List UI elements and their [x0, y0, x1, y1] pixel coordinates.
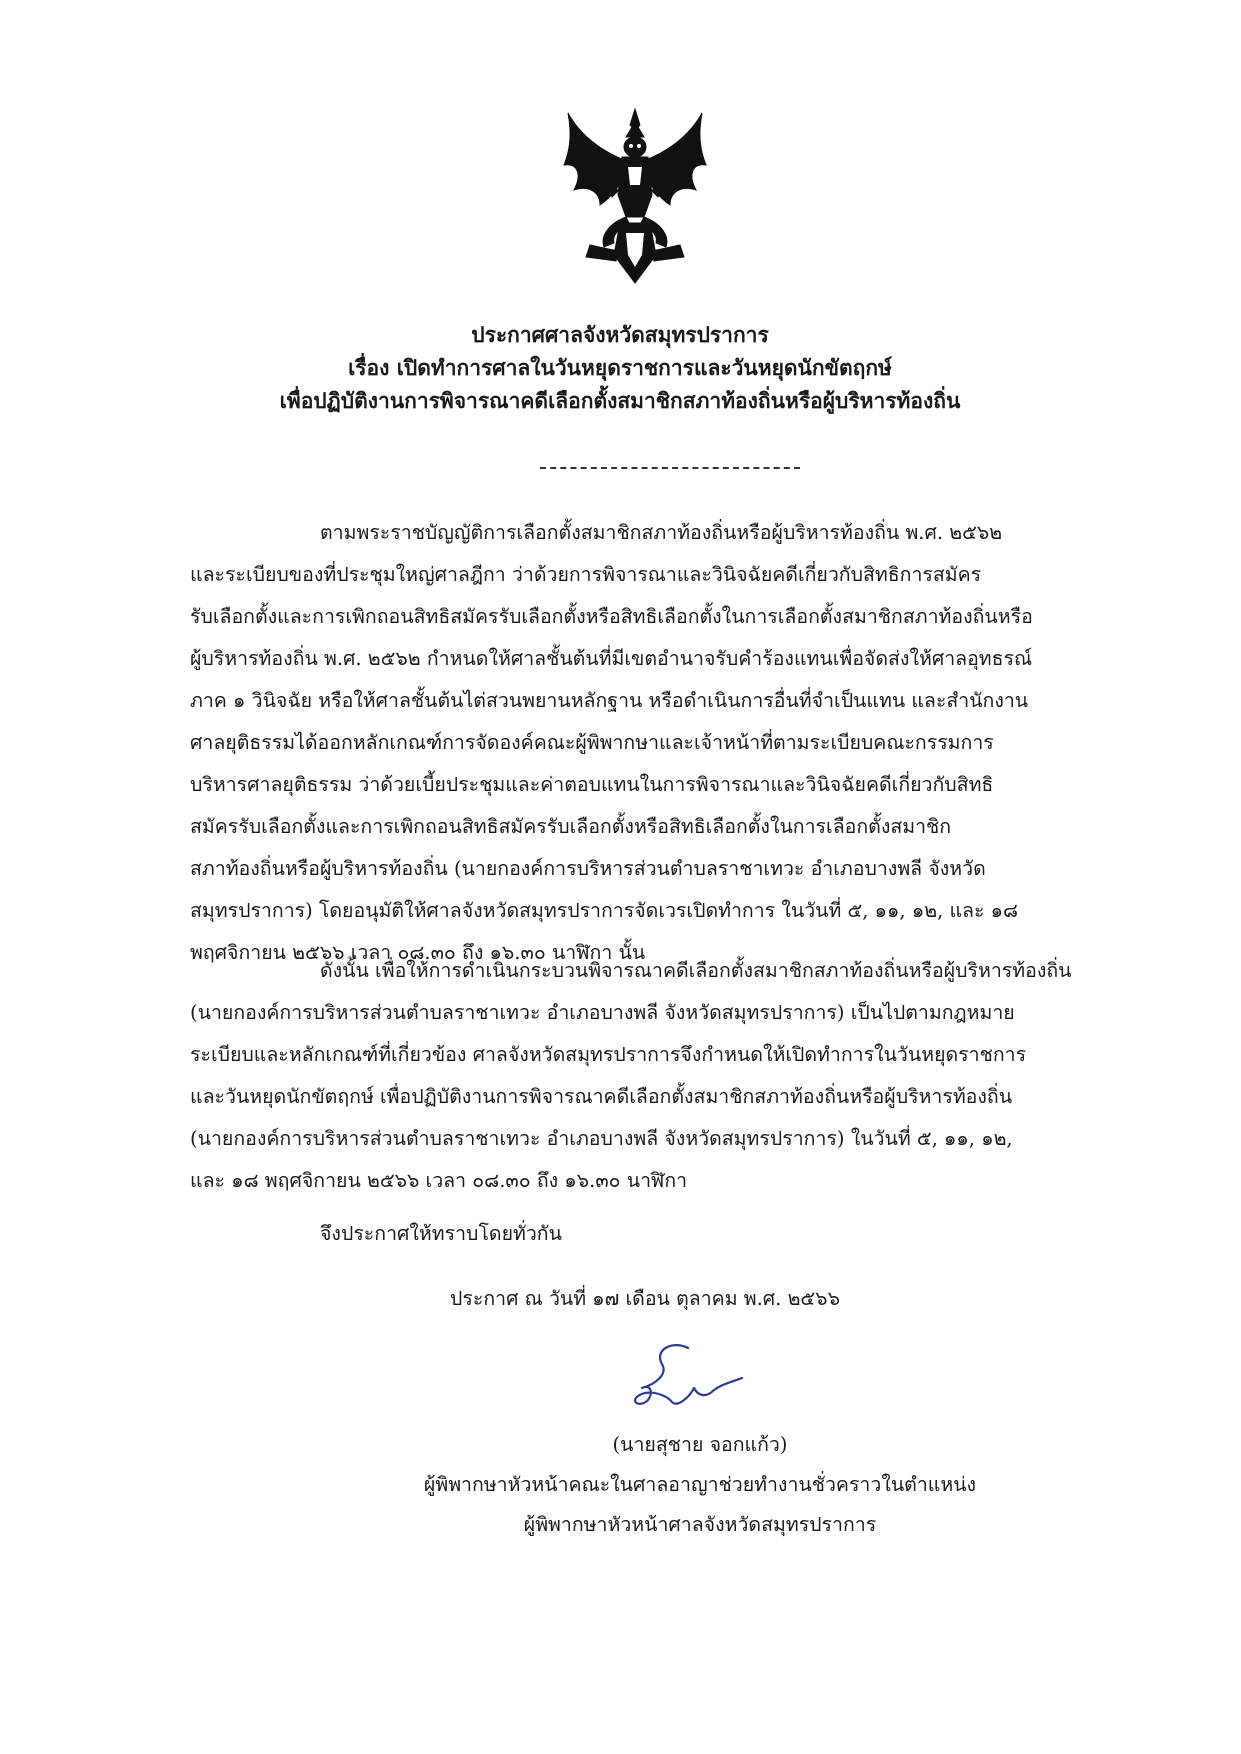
paragraph-2-line: (นายกองค์การบริหารส่วนตำบลราชาเทวะ อำเภอบางพลี จังหวัดสมุทรปราการ) เป็นไปตามกฎหมาย: [190, 1001, 1015, 1024]
signature-icon: [610, 1338, 750, 1413]
paragraph-1-line: ผู้บริหารท้องถิ่น พ.ศ. ๒๕๖๒ กำหนดให้ศาลชั้นต้นที่มีเขตอำนาจรับคำร้องแทนเพื่อจัดส่งให้ศาลอุทธรณ์: [190, 647, 1033, 670]
paragraph-2: [190, 950, 1135, 1202]
closing-statement: จึงประกาศให้ทราบโดยทั่วกัน: [320, 1222, 562, 1245]
announcement-title: [150, 318, 1090, 417]
paragraph-2-line: ระเบียบและหลักเกณฑ์ที่เกี่ยวข้อง ศาลจังหวัดสมุทรปราการจึงกำหนดให้เปิดทำการในวันหยุดราชการ: [190, 1043, 1027, 1066]
paragraph-1-line: และระเบียบของที่ประชุมใหญ่ศาลฎีกา ว่าด้วยการพิจารณาและวินิจฉัยคดีเกี่ยวกับสิทธิการสมัคร: [190, 563, 982, 586]
title-divider: [540, 467, 800, 469]
paragraph-2-line: และวันหยุดนักขัตฤกษ์ เพื่อปฏิบัติงานการพิจารณาคดีเลือกตั้งสมาชิกสภาท้องถิ่นหรือผู้บริหารท้องถิ่น: [190, 1085, 1013, 1108]
paragraph-1: [190, 512, 1135, 974]
paragraph-1-line: รับเลือกตั้งและการเพิกถอนสิทธิสมัครรับเลือกตั้งหรือสิทธิเลือกตั้งในการเลือกตั้งสมาชิกสภาท้องถิ่นหรือ: [190, 605, 1033, 628]
paragraph-2-line: และ ๑๘ พฤศจิกายน ๒๕๖๖ เวลา ๐๘.๓๐ ถึง ๑๖.๓๐ นาฬิกา: [190, 1169, 688, 1192]
paragraph-1-line: ภาค ๑ วินิจฉัย หรือให้ศาลชั้นต้นไต่สวนพยานหลักฐาน หรือดำเนินการอื่นที่จำเป็นแทน และสำนักงาน: [190, 689, 1029, 712]
title-line-3: เพื่อปฏิบัติงานการพิจารณาคดีเลือกตั้งสมาชิกสภาท้องถิ่นหรือผู้บริหารท้องถิ่น: [279, 388, 961, 413]
paragraph-2-line: (นายกองค์การบริหารส่วนตำบลราชาเทวะ อำเภอบางพลี จังหวัดสมุทรปราการ) ในวันที่ ๕, ๑๑, ๑๒,: [190, 1127, 1013, 1150]
signer-position-line-1: ผู้พิพากษาหัวหน้าคณะในศาลอาญาช่วยทำงานชั่วคราวในตำแหน่ง: [423, 1473, 977, 1496]
paragraph-1-line: ศาลยุติธรรมได้ออกหลักเกณฑ์การจัดองค์คณะผู้พิพากษาและเจ้าหน้าที่ตามระเบียบคณะกรรมการ: [190, 731, 994, 754]
paragraph-1-line: พฤศจิกายน ๒๕๖๖ เวลา ๐๘.๓๐ ถึง ๑๖.๓๐ นาฬิกา นั้น: [190, 941, 646, 964]
announcement-date: ประกาศ ณ วันที่ ๑๗ เดือน ตุลาคม พ.ศ. ๒๕๖๖: [450, 1287, 840, 1310]
paragraph-1-line: สภาท้องถิ่นหรือผู้บริหารท้องถิ่น (นายกองค์การบริหารส่วนตำบลราชาเทวะ อำเภอบางพลี จังหวัด: [190, 857, 986, 880]
signer-position-line-2: ผู้พิพากษาหัวหน้าศาลจังหวัดสมุทรปราการ: [523, 1513, 877, 1536]
title-line-1: ประกาศศาลจังหวัดสมุทรปราการ: [471, 322, 769, 347]
paragraph-1-line: สมัครรับเลือกตั้งและการเพิกถอนสิทธิสมัครรับเลือกตั้งหรือสิทธิเลือกตั้งในการเลือกตั้งสมาชิก: [190, 815, 952, 838]
title-line-2: เรื่อง เปิดทำการศาลในวันหยุดราชการและวันหยุดนักขัตฤกษ์: [348, 355, 892, 380]
signer-block: [380, 1425, 1020, 1545]
paragraph-1-line: บริหารศาลยุติธรรม ว่าด้วยเบี้ยประชุมและค่าตอบแทนในการพิจารณาและวินิจฉัยคดีเกี่ยวกับสิทธิ: [190, 773, 994, 796]
paragraph-2-line: ดังนั้น เพื่อให้การดำเนินกระบวนพิจารณาคดีเลือกตั้งสมาชิกสภาท้องถิ่นหรือผู้บริหารท้องถิ่น: [320, 959, 1072, 982]
signer-name: (นายสุชาย จอกแก้ว): [612, 1433, 788, 1456]
paragraph-1-line: ตามพระราชบัญญัติการเลือกตั้งสมาชิกสภาท้องถิ่นหรือผู้บริหารท้องถิ่น พ.ศ. ๒๕๖๒: [320, 521, 1003, 544]
garuda-emblem-icon: [560, 105, 710, 290]
paragraph-1-line: สมุทรปราการ) โดยอนุมัติให้ศาลจังหวัดสมุทรปราการจัดเวรเปิดทำการ ในวันที่ ๕, ๑๑, ๑๒, และ ๑๘: [190, 899, 1019, 922]
